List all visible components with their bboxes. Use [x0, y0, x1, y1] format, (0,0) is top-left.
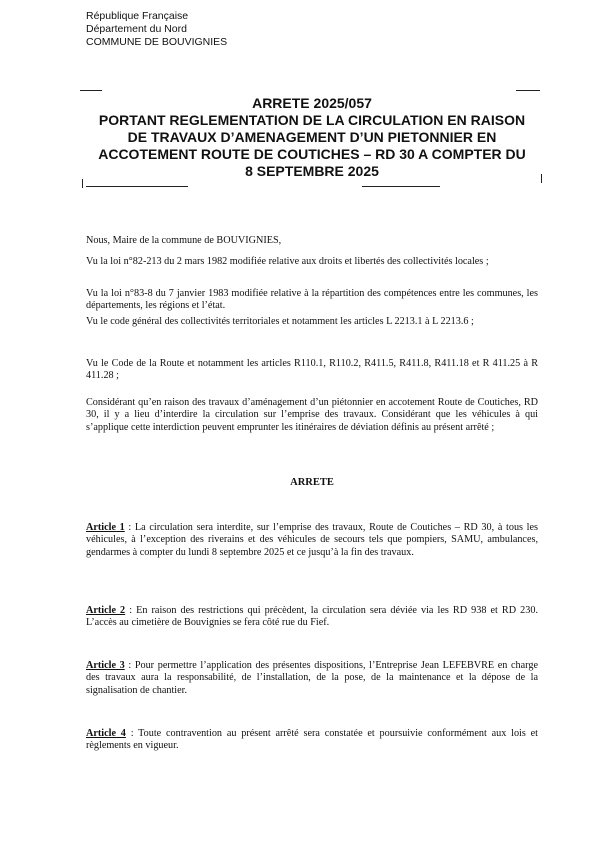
article-3-label: Article 3 — [86, 660, 125, 671]
title-rule-bottom-right — [362, 186, 440, 187]
article-3-text: : Pour permettre l’application des présentes dispositions, l’Entreprise Jean LEFEBVRE en charge des travaux aura la responsabilité, de l’installation, de la pose, de la maintenance et la dépose de la signalisation de chantier. — [86, 660, 538, 696]
preamble-considerant: Considérant qu’en raison des travaux d’aménagement d’un piétonnier en accotement Route de Coutiches, RD 30, il y a lieu d’interdire la circulation sur l’emprise des travaux. Considérant que les véhicules à qui s’applique cette interdiction peuvent emprunter les itinéraires de déviation définis au présent arrêté ; — [86, 397, 538, 433]
preamble-vu-4: Vu le Code de la Route et notamment les articles R110.1, R110.2, R411.5, R411.8, R411.18 et R 411.25 à R 411.28 ; — [86, 358, 538, 382]
title-rule-top-left — [80, 90, 102, 91]
title-tick-left — [82, 179, 83, 188]
article-4-text: : Toute contravention au présent arrêté sera constatée et poursuivie conformément aux lois et règlements en vigueur. — [86, 728, 538, 752]
decree-subject-line-3: ACCOTEMENT ROUTE DE COUTICHES – RD 30 A COMPTER DU — [98, 146, 526, 162]
article-4 — [86, 728, 538, 753]
issuer-header — [86, 10, 227, 49]
decree-subject-line-2: DE TRAVAUX D’AMENAGEMENT D’UN PIETONNIER EN — [127, 129, 497, 145]
decree-number: ARRETE 2025/057 — [252, 95, 372, 111]
article-2-text: : En raison des restrictions qui précèdent, la circulation sera déviée via les RD 938 et RD 230. L’accès au cimetière de Bouvignies se fera côté rue du Fief. — [86, 605, 538, 629]
header-republic: République Française — [86, 10, 189, 22]
preamble-intro: Nous, Maire de la commune de BOUVIGNIES, — [86, 235, 282, 246]
article-4-label: Article 4 — [86, 728, 126, 739]
article-1-text: : La circulation sera interdite, sur l’emprise des travaux, Route de Coutiches – RD 30, à tous les véhicules, à l’exception des riverains et des véhicules de secours tels que pompiers, SAMU, ambulances, gendarmes à compter du lundi 8 septembre 2025 et ce jusqu’à la fin des travaux. — [86, 522, 538, 558]
preamble-vu-1: Vu la loi n°82-213 du 2 mars 1982 modifiée relative aux droits et libertés des collectivités locales ; — [86, 256, 489, 267]
article-3 — [86, 660, 538, 697]
article-1 — [86, 522, 538, 559]
preamble-vu-2: Vu la loi n°83-8 du 7 janvier 1983 modifiée relative à la répartition des compétences entre les communes, les départements, les régions et l’état. — [86, 288, 538, 312]
title-rule-top-right — [516, 90, 540, 91]
decree-title — [82, 95, 542, 180]
preamble-vu-3: Vu le code général des collectivités territoriales et notamment les articles L 2213.1 à L 2213.6 ; — [86, 316, 474, 327]
article-2-label: Article 2 — [86, 605, 126, 616]
article-2 — [86, 605, 538, 630]
header-commune: COMMUNE DE BOUVIGNIES — [86, 36, 228, 48]
header-department: Département du Nord — [86, 23, 187, 35]
decree-subject-line-4: 8 SEPTEMBRE 2025 — [245, 163, 379, 179]
arrete-heading: ARRETE — [290, 477, 334, 488]
article-1-label: Article 1 — [86, 522, 125, 533]
title-rule-bottom-left — [86, 186, 188, 187]
decree-subject-line-1: PORTANT REGLEMENTATION DE LA CIRCULATION EN RAISON — [98, 112, 526, 128]
